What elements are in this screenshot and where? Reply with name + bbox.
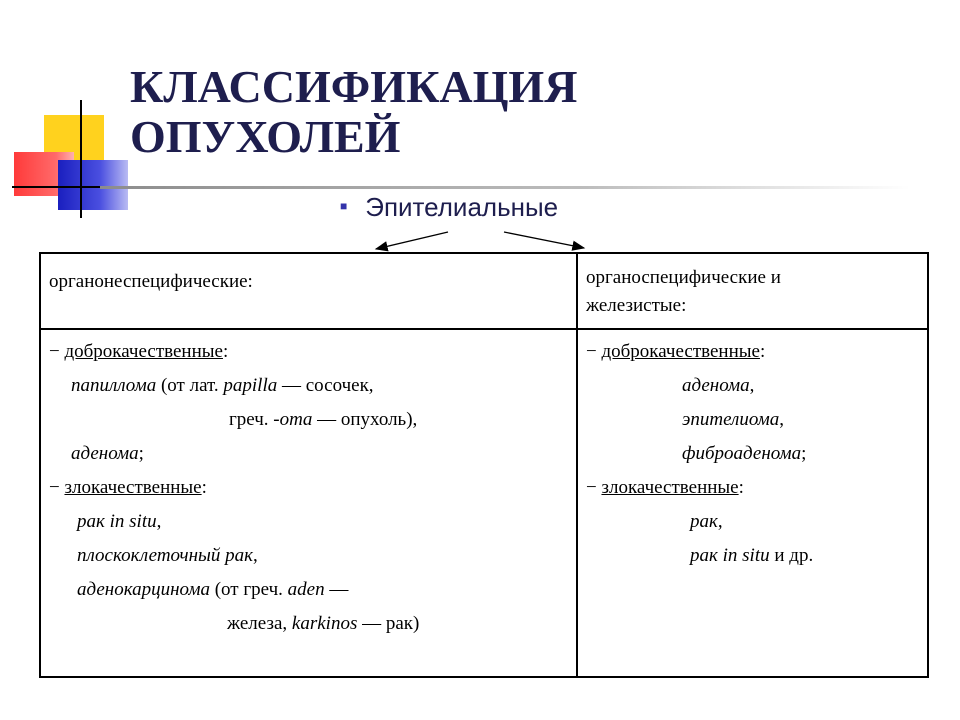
right-fibroadenoma-line: фиброаденома; xyxy=(682,443,807,464)
table-body-row xyxy=(40,329,928,677)
left-header: органонеспецифические: xyxy=(49,271,253,292)
bullet-square-icon: ■ xyxy=(340,199,348,213)
right-benign-heading: − доброкачественные: xyxy=(586,341,766,362)
body-cell-right xyxy=(577,329,928,677)
right-cancer-line: рак, xyxy=(690,511,723,532)
left-adenoma-line: аденома; xyxy=(71,443,144,464)
left-malignant-heading: − злокачественные: xyxy=(49,477,207,498)
bullet-text: Эпителиальные xyxy=(365,192,559,222)
left-insitu-line: рак in situ, xyxy=(77,511,162,532)
right-header xyxy=(578,254,927,320)
right-epithelioma-line: эпителиома, xyxy=(682,409,784,430)
arrow-left xyxy=(376,232,448,249)
title-line-2: ОПУХОЛЕЙ xyxy=(130,111,401,162)
right-header-line-1: органоспецифические и xyxy=(586,267,781,288)
left-benign-heading: − доброкачественные: xyxy=(49,341,229,362)
classification-table xyxy=(39,252,929,678)
table-header-row xyxy=(40,253,928,329)
left-papilloma-line: папиллома (от лат. papilla — сосочек, xyxy=(71,375,374,396)
right-insitu-line: рак in situ и др. xyxy=(690,545,814,566)
arrow-right xyxy=(504,232,584,248)
header-cell-right xyxy=(577,253,928,329)
right-malignant-heading: − злокачественные: xyxy=(586,477,744,498)
right-header-line-2: железистые: xyxy=(586,295,687,316)
left-gland-line: железа, karkinos — рак) xyxy=(227,613,420,634)
body-cell-left xyxy=(40,329,577,677)
header-cell-left xyxy=(40,253,577,329)
left-adenocarcinoma-line: аденокарцинома (от греч. aden — xyxy=(77,579,349,600)
right-adenoma-line: аденома, xyxy=(682,375,755,396)
left-squamous-line: плоскоклеточный рак, xyxy=(77,545,258,566)
left-greek-line: греч. -oma — опухоль), xyxy=(229,409,418,430)
title-line-1: КЛАССИФИКАЦИЯ xyxy=(130,61,578,112)
